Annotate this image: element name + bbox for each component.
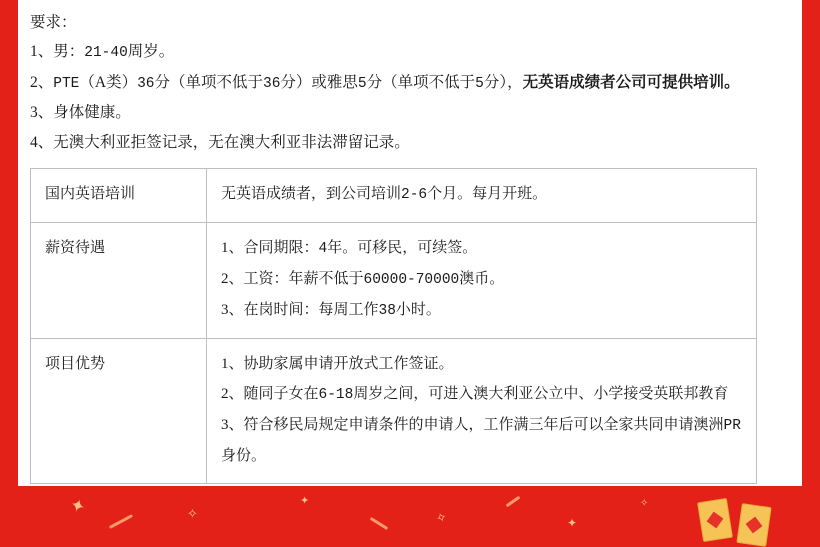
right-red-margin <box>802 0 820 486</box>
text-run: 2、工资：年薪不低于 <box>221 271 364 288</box>
info-table <box>30 168 757 484</box>
text-run: 2-6 <box>401 187 428 204</box>
sparkle-icon: ✦ <box>567 516 578 530</box>
table-row <box>31 223 757 339</box>
table-cell-line <box>221 233 744 264</box>
text-run: 5 <box>475 75 484 92</box>
text-run: 分）， <box>483 73 523 91</box>
text-run: 3、身体健康。 <box>30 103 131 121</box>
sparkle-icon: ✧ <box>433 508 449 527</box>
text-run: 6-18 <box>318 387 354 404</box>
text-run: 60000-70000 <box>363 272 460 289</box>
text-run: 分（单项不低于 <box>366 73 476 91</box>
text-run: 小时。 <box>395 302 441 319</box>
info-table-body <box>31 169 757 484</box>
document-sheet <box>18 0 802 486</box>
text-run: 4、无澳大利亚拒签记录，无在澳大利亚非法滞留记录。 <box>30 134 410 152</box>
text-run: 4 <box>318 241 328 258</box>
table-row-content <box>207 169 757 223</box>
text-run: 分（单项不低于 <box>154 73 263 91</box>
text-run: 1、男： <box>30 43 85 61</box>
sparkle-icon: ✧ <box>640 498 649 509</box>
text-run: 5 <box>357 75 367 92</box>
text-run: 38 <box>378 303 396 320</box>
text-run: 个月。每月开班。 <box>427 186 548 203</box>
text-run: （A类） <box>79 73 138 91</box>
text-run: 周岁之间，可进入澳大利亚公立中、小学接受英联邦教育 <box>353 386 729 403</box>
table-cell-line <box>221 295 744 326</box>
text-run: 36 <box>263 75 281 92</box>
requirement-line-age <box>30 37 792 67</box>
sparkle-icon: ✧ <box>187 506 198 521</box>
text-run: 3、符合移民局规定申请条件的申请人，工作满三年后可以全家共同申请澳洲 <box>221 417 724 434</box>
text-run: 身份。 <box>221 448 267 465</box>
text-run: 3、在岗时间：每周工作 <box>221 302 379 319</box>
table-row-label: 薪资待遇 <box>31 223 207 339</box>
text-run: 周岁。 <box>127 43 175 61</box>
bottom-red-band <box>0 486 820 547</box>
left-red-margin <box>0 0 18 486</box>
table-cell-line <box>221 179 744 210</box>
text-run: 2、随同子女在 <box>221 386 319 403</box>
text-run: 分）或雅思 <box>280 73 358 91</box>
text-run: 年。可移民，可续签。 <box>327 240 478 257</box>
sparkle-icon: ✦ <box>67 494 88 518</box>
table-row <box>31 339 757 484</box>
sparkle-icon: ✦ <box>300 495 310 507</box>
table-cell-line <box>221 349 744 379</box>
table-cell-line <box>221 410 744 471</box>
text-run: 1、合同期限： <box>221 240 319 257</box>
text-run: 2、 <box>30 73 54 91</box>
text-run: 36 <box>137 75 155 92</box>
text-run: 1、协助家属申请开放式工作签证。 <box>221 356 454 373</box>
text-run: PR <box>723 418 741 435</box>
red-envelope-icon <box>736 503 771 547</box>
text-run: PTE <box>53 75 80 92</box>
text-run: 无英语成绩者公司可提供培训。 <box>522 73 740 91</box>
requirement-line-health <box>30 98 792 128</box>
table-row-label: 项目优势 <box>31 339 207 484</box>
table-cell-line <box>221 379 744 410</box>
table-cell-line <box>221 264 744 295</box>
requirements-list <box>30 37 792 158</box>
table-row-label: 国内英语培训 <box>31 169 207 223</box>
requirement-line-records <box>30 128 792 158</box>
table-row-content <box>207 339 757 484</box>
text-run: 澳币。 <box>459 271 505 288</box>
table-row <box>31 169 757 223</box>
requirement-line-english <box>30 68 792 98</box>
text-run: 21-40 <box>84 45 128 62</box>
requirements-heading: 要求： <box>30 14 77 31</box>
red-envelope-icon <box>697 498 733 542</box>
text-run: 无英语成绩者，到公司培训 <box>221 186 402 203</box>
table-row-content <box>207 223 757 339</box>
